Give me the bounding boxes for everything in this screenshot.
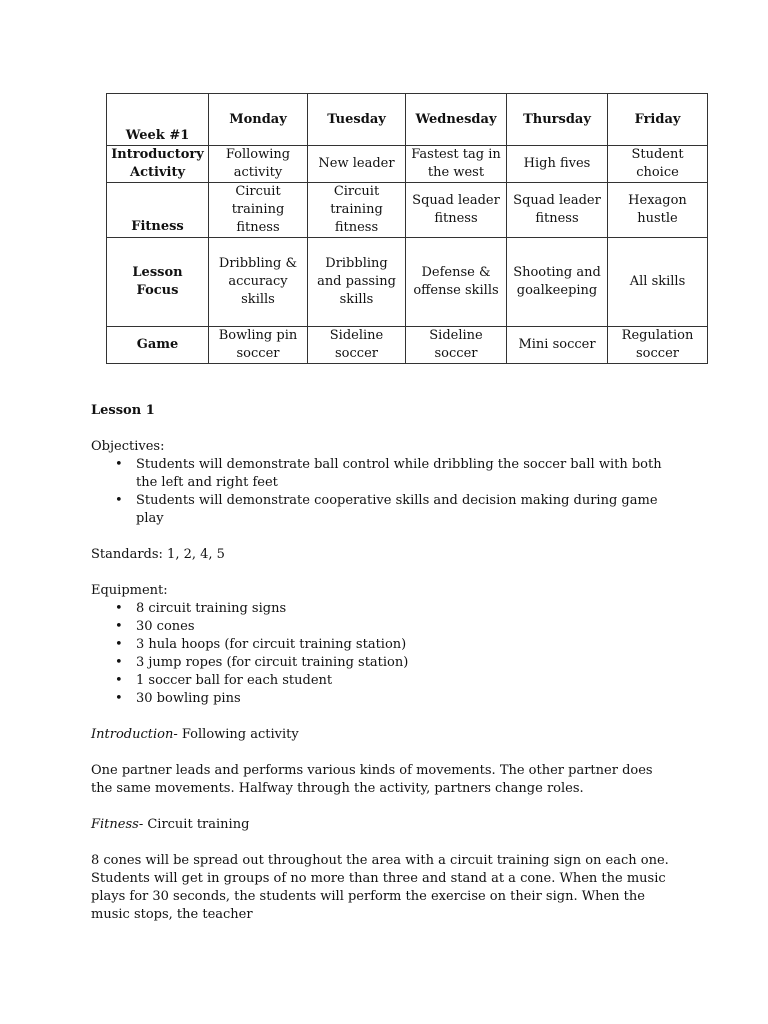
table-cell: Student choice — [608, 146, 708, 183]
day-header-wednesday: Wednesday — [406, 94, 507, 146]
table-cell: All skills — [608, 238, 708, 327]
day-header-friday: Friday — [608, 94, 708, 146]
lesson-title: Lesson 1 — [91, 403, 155, 418]
table-header-row — [107, 94, 708, 146]
objectives-label: Objectives: — [91, 439, 165, 454]
table-cell: High fives — [507, 146, 608, 183]
objectives-list — [91, 456, 671, 528]
table-cell: New leader — [308, 146, 406, 183]
table-cell: Mini soccer — [507, 327, 608, 364]
table-cell: Circuit training fitness — [209, 183, 308, 238]
list-item: • 3 jump ropes (for circuit training station) — [115, 655, 409, 670]
introduction-label: Introduction — [91, 727, 174, 742]
list-item: • 3 hula hoops (for circuit training station) — [115, 637, 407, 652]
table-cell: Shooting and goalkeeping — [507, 238, 608, 327]
table-cell: Regulation soccer — [608, 327, 708, 364]
table-cell: Fastest tag in the west — [406, 146, 507, 183]
table-cell: Squad leader fitness — [406, 183, 507, 238]
table-cell: Circuit training fitness — [308, 183, 406, 238]
table-row — [107, 327, 708, 364]
table-cell: Hexagon hustle — [608, 183, 708, 238]
list-item: • 30 cones — [115, 619, 195, 634]
bullet-icon: • — [115, 457, 123, 472]
table-cell: Sideline soccer — [308, 327, 406, 364]
introduction-heading — [91, 726, 671, 744]
standards-text: Standards: 1, 2, 4, 5 — [91, 547, 225, 562]
lesson-content — [91, 402, 671, 924]
introduction-paragraph: One partner leads and performs various kinds of movements. The other partner does the same movements. Halfway through the activity, partners change roles. — [91, 763, 653, 796]
bullet-icon: • — [115, 655, 123, 670]
bullet-icon: • — [115, 691, 123, 706]
fitness-paragraph: 8 cones will be spread out throughout the area with a circuit training sign on each one. Students will get in groups of no more than three and stand at a cone. When the music plays for 30 seconds, the students will perform the exercise on their sign. When the music stops, the teacher — [91, 853, 669, 922]
table-row — [107, 238, 708, 327]
day-header-tuesday: Tuesday — [308, 94, 406, 146]
row-label-introductory-activity: Introductory Activity — [107, 146, 209, 183]
fitness-heading — [91, 816, 671, 834]
bullet-icon: • — [115, 673, 123, 688]
day-header-monday: Monday — [209, 94, 308, 146]
row-label-fitness: Fitness — [107, 183, 209, 238]
week-label: Week #1 — [107, 94, 209, 146]
fitness-value: - Circuit training — [138, 817, 250, 832]
list-item: • Students will demonstrate ball control while dribbling the soccer ball with both the left and right feet — [115, 457, 662, 490]
list-item: • 8 circuit training signs — [115, 601, 287, 616]
equipment-label: Equipment: — [91, 583, 168, 598]
table-cell: Sideline soccer — [406, 327, 507, 364]
list-item: • 30 bowling pins — [115, 691, 241, 706]
bullet-icon: • — [115, 637, 123, 652]
table-cell: Dribbling and passing skills — [308, 238, 406, 327]
list-item: • Students will demonstrate cooperative skills and decision making during game play — [115, 493, 658, 526]
table-cell: Following activity — [209, 146, 308, 183]
bullet-icon: • — [115, 601, 123, 616]
table-cell: Bowling pin soccer — [209, 327, 308, 364]
table-cell: Dribbling & accuracy skills — [209, 238, 308, 327]
row-label-lesson-focus: Lesson Focus — [107, 238, 209, 327]
row-label-game: Game — [107, 327, 209, 364]
bullet-icon: • — [115, 493, 123, 508]
equipment-list — [91, 600, 671, 708]
table-row — [107, 146, 708, 183]
table-cell: Defense & offense skills — [406, 238, 507, 327]
introduction-value: - Following activity — [173, 727, 299, 742]
bullet-icon: • — [115, 619, 123, 634]
table-row — [107, 183, 708, 238]
table-cell: Squad leader fitness — [507, 183, 608, 238]
weekly-schedule-table — [106, 93, 708, 364]
list-item: • 1 soccer ball for each student — [115, 673, 333, 688]
day-header-thursday: Thursday — [507, 94, 608, 146]
fitness-label: Fitness — [91, 817, 139, 832]
